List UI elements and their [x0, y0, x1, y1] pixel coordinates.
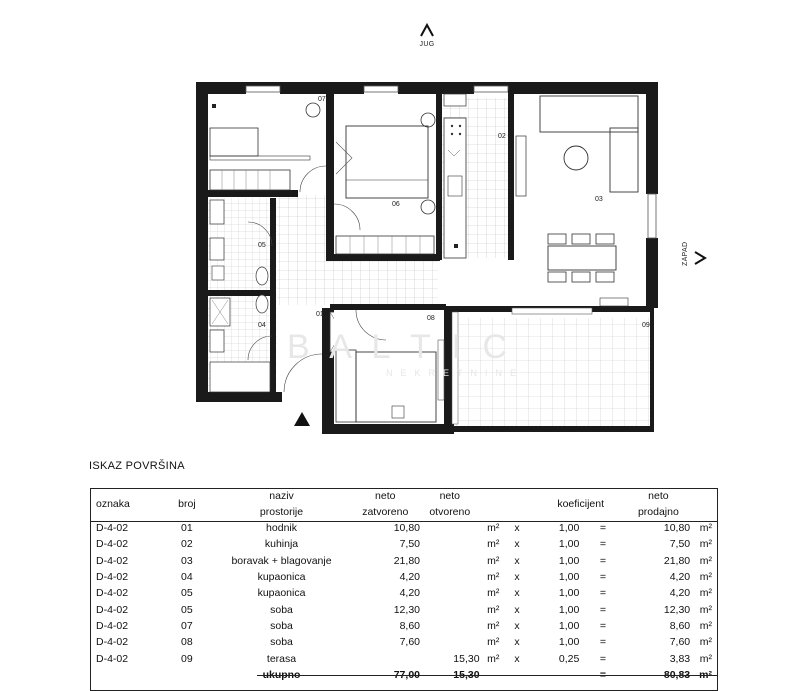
- table-row: [90, 634, 718, 650]
- header-otvoreno-2: otvoreno: [429, 506, 471, 518]
- total-label: ukupno: [262, 668, 301, 681]
- cell-prodajno: 7,50: [669, 538, 691, 551]
- cell-broj: 03: [181, 554, 193, 567]
- cell-unit-total: m²: [699, 619, 712, 632]
- north-arrow-icon: [417, 22, 437, 38]
- cell-oznaka: D-4-02: [96, 652, 129, 665]
- svg-text:NEKRETNINE: NEKRETNINE: [385, 368, 525, 378]
- table-row: [90, 520, 718, 536]
- cell-equals: =: [599, 554, 607, 567]
- cell-equals: =: [599, 587, 607, 600]
- room-number-05: 05: [258, 242, 266, 249]
- cell-unit: m²: [487, 522, 500, 535]
- cell-broj: 05: [181, 587, 193, 600]
- cell-otvoreno: 15,30: [453, 652, 480, 665]
- room-number-01: 01: [316, 311, 324, 318]
- room-number-06: 06: [392, 201, 400, 208]
- total-unit: m²: [699, 668, 712, 681]
- table-row: [90, 569, 718, 585]
- cell-zatvoreno: 7,60: [399, 636, 420, 649]
- cell-multiply: x: [514, 554, 520, 567]
- cell-otvoreno: [420, 520, 480, 536]
- cell-naziv: soba: [270, 619, 293, 632]
- header-naziv-2: prostorije: [259, 506, 304, 518]
- header-naziv-1: naziv: [269, 490, 294, 502]
- total-prodajno: 80,83: [663, 668, 691, 681]
- cell-prodajno: 7,60: [669, 636, 691, 649]
- cell-koeficijent: 1,00: [558, 603, 580, 616]
- cell-otvoreno: [420, 569, 480, 585]
- cell-otvoreno: [420, 601, 480, 617]
- cell-naziv: soba: [270, 636, 293, 649]
- cell-multiply: x: [514, 619, 520, 632]
- section-title: ISKAZ POVRŠINA: [89, 460, 185, 472]
- cell-otvoreno: [420, 536, 480, 552]
- cell-unit: m²: [487, 571, 500, 584]
- room-number-02: 02: [498, 133, 506, 140]
- cell-equals: =: [599, 636, 607, 649]
- cell-unit: m²: [487, 554, 500, 567]
- cell-unit-total: m²: [699, 538, 712, 551]
- cell-equals: =: [599, 522, 607, 535]
- table-row: [90, 585, 718, 601]
- cell-naziv: soba: [270, 603, 293, 616]
- cell-zatvoreno: 10,80: [393, 522, 420, 535]
- room-number-04: 04: [258, 322, 266, 329]
- cell-naziv: kupaonica: [257, 587, 306, 600]
- north-label: JUG: [419, 41, 435, 48]
- total-divider: [257, 675, 718, 676]
- room-number-09: 09: [642, 322, 650, 329]
- cell-zatvoreno: 4,20: [399, 571, 420, 584]
- cell-oznaka: D-4-02: [96, 587, 129, 600]
- cell-equals: =: [599, 538, 607, 551]
- cell-multiply: x: [514, 522, 520, 535]
- svg-text:B A L T I C: B A L T I C: [286, 328, 514, 366]
- room-number-03: 03: [595, 196, 603, 203]
- cell-oznaka: D-4-02: [96, 554, 129, 567]
- cell-unit-total: m²: [699, 522, 712, 535]
- cell-unit: m²: [487, 636, 500, 649]
- cell-unit-total: m²: [699, 571, 712, 584]
- cell-otvoreno: [420, 585, 480, 601]
- cell-multiply: x: [514, 603, 520, 616]
- cell-broj: 02: [181, 538, 193, 551]
- north-compass: [417, 22, 437, 48]
- cell-zatvoreno: 12,30: [393, 603, 420, 616]
- cell-unit: m²: [487, 619, 500, 632]
- cell-multiply: x: [514, 636, 520, 649]
- cell-equals: =: [599, 652, 607, 665]
- area-table: [90, 488, 718, 683]
- cell-zatvoreno: 8,60: [399, 619, 420, 632]
- cell-koeficijent: 1,00: [558, 571, 580, 584]
- cell-unit: m²: [487, 587, 500, 600]
- cell-prodajno: 10,80: [663, 522, 691, 535]
- cell-oznaka: D-4-02: [96, 538, 129, 551]
- cell-naziv: kupaonica: [257, 571, 306, 584]
- cell-prodajno: 4,20: [669, 571, 691, 584]
- cell-unit: m²: [487, 538, 500, 551]
- cell-naziv: hodnik: [266, 522, 297, 535]
- cell-oznaka: D-4-02: [96, 603, 129, 616]
- cell-broj: 09: [181, 652, 193, 665]
- cell-koeficijent: 1,00: [558, 522, 580, 535]
- room-number-07: 07: [318, 96, 326, 103]
- cell-prodajno: 4,20: [669, 587, 691, 600]
- west-label: ZAPAD: [682, 241, 689, 266]
- header-koeficijent: koeficijent: [557, 498, 605, 510]
- table-row: [90, 601, 718, 617]
- header-zatvoreno-1: neto: [375, 490, 396, 502]
- header-prodajno-1: neto: [648, 490, 669, 502]
- table-row: [90, 650, 718, 666]
- cell-prodajno: 8,60: [669, 619, 691, 632]
- cell-multiply: x: [514, 587, 520, 600]
- cell-otvoreno: [420, 553, 480, 569]
- table-row: [90, 618, 718, 634]
- cell-otvoreno: [420, 618, 480, 634]
- cell-unit-total: m²: [699, 636, 712, 649]
- cell-koeficijent: 1,00: [558, 587, 580, 600]
- west-arrow-icon: [692, 248, 708, 268]
- cell-oznaka: D-4-02: [96, 522, 129, 535]
- total-equals: =: [599, 668, 607, 681]
- cell-broj: 01: [181, 522, 193, 535]
- cell-prodajno: 3,83: [669, 652, 691, 665]
- cell-unit: m²: [487, 603, 500, 616]
- header-divider: [90, 521, 718, 522]
- cell-unit-total: m²: [699, 603, 712, 616]
- cell-unit: m²: [487, 652, 500, 665]
- cell-naziv: kuhinja: [264, 538, 299, 551]
- header-broj: broj: [178, 498, 196, 510]
- room-number-08: 08: [427, 315, 435, 322]
- cell-koeficijent: 1,00: [558, 636, 580, 649]
- cell-broj: 08: [181, 636, 193, 649]
- cell-zatvoreno: 21,80: [393, 554, 420, 567]
- cell-unit-total: m²: [699, 554, 712, 567]
- cell-koeficijent: 1,00: [558, 538, 580, 551]
- cell-koeficijent: 1,00: [558, 554, 580, 567]
- header-zatvoreno-2: zatvoreno: [362, 506, 409, 518]
- cell-multiply: x: [514, 538, 520, 551]
- cell-oznaka: D-4-02: [96, 571, 129, 584]
- total-otvoreno: 15,30: [453, 668, 480, 681]
- cell-oznaka: D-4-02: [96, 636, 129, 649]
- cell-prodajno: 12,30: [663, 603, 691, 616]
- cell-otvoreno: [420, 634, 480, 650]
- cell-multiply: x: [514, 571, 520, 584]
- cell-broj: 04: [181, 571, 193, 584]
- cell-equals: =: [599, 571, 607, 584]
- cell-naziv: terasa: [266, 652, 297, 665]
- cell-oznaka: D-4-02: [96, 619, 129, 632]
- cell-equals: =: [599, 619, 607, 632]
- cell-prodajno: 21,80: [663, 554, 691, 567]
- cell-zatvoreno: 7,50: [399, 538, 420, 551]
- cell-unit-total: m²: [699, 652, 712, 665]
- cell-naziv: boravak + blagovanje: [231, 554, 332, 567]
- cell-koeficijent: 0,25: [558, 652, 580, 665]
- cell-equals: =: [599, 603, 607, 616]
- cell-zatvoreno: [351, 650, 420, 666]
- total-zatvoreno: 77,00: [393, 668, 420, 681]
- header-oznaka: oznaka: [96, 498, 130, 510]
- header-otvoreno-1: neto: [439, 490, 460, 502]
- header-prodajno-2: prodajno: [637, 506, 679, 518]
- cell-broj: 07: [181, 619, 193, 632]
- cell-koeficijent: 1,00: [558, 619, 580, 632]
- cell-unit-total: m²: [699, 587, 712, 600]
- cell-broj: 05: [181, 603, 193, 616]
- cell-multiply: x: [514, 652, 520, 665]
- table-row: [90, 536, 718, 552]
- table-header-row-1: [90, 488, 718, 504]
- table-row: [90, 553, 718, 569]
- cell-zatvoreno: 4,20: [399, 587, 420, 600]
